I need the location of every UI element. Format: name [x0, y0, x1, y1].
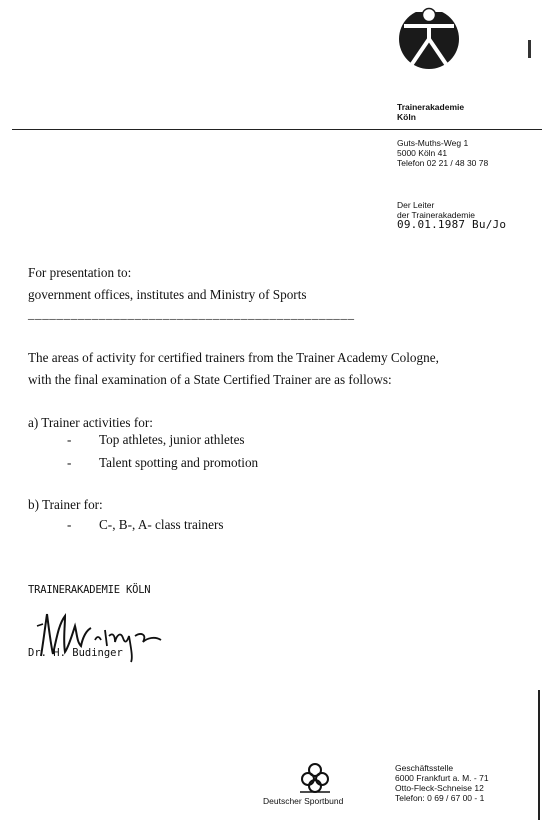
signer-name: Dr. H. Budinger [28, 647, 123, 659]
bullet-dash: - [67, 517, 72, 532]
section-a-heading: a) Trainer activities for: [28, 415, 153, 430]
academy-logo-icon [396, 4, 462, 70]
scan-artifact [528, 40, 531, 58]
org-city: 5000 Köln 41 [397, 148, 448, 158]
list-item-text: Top athletes, junior athletes [99, 432, 245, 447]
list-item-text: C-, B-, A- class trainers [99, 517, 224, 532]
office-label: Geschäftsstelle [395, 763, 454, 773]
list-item [0, 455, 543, 475]
sender-role-line1: Der Leiter [397, 200, 435, 210]
list-item [0, 432, 543, 452]
office-city: 6000 Frankfurt a. M. - 71 [395, 773, 489, 783]
org-address [397, 138, 488, 168]
intro-line1: The areas of activity for certified trainers from the Trainer Academy Cologne, [28, 350, 439, 365]
org-name-line2: Köln [397, 112, 416, 122]
recipient-divider: ______________________________________________ [28, 306, 355, 321]
dsb-name: Deutscher Sportbund [263, 796, 344, 806]
org-name-line1: Trainerakademie [397, 102, 465, 112]
org-street: Guts-Muths-Weg 1 [397, 138, 469, 148]
org-phone: Telefon 02 21 / 48 30 78 [397, 158, 489, 168]
office-phone: Telefon: 0 69 / 67 00 - 1 [395, 793, 485, 803]
institution-stamp: TRAINERAKADEMIE KÖLN [28, 584, 151, 596]
office-street: Otto-Fleck-Schneise 12 [395, 783, 484, 793]
section-b-heading: b) Trainer for: [28, 497, 103, 512]
letter-date: 09.01.1987 Bu/Jo [397, 218, 507, 231]
recipient-line2: government offices, institutes and Ministry of Sports [28, 287, 307, 302]
header-divider [12, 129, 542, 130]
org-name [397, 102, 464, 122]
intro-line2: with the final examination of a State Certified Trainer are as follows: [28, 372, 392, 387]
scan-edge-line [538, 690, 540, 820]
bullet-dash: - [67, 455, 72, 470]
bullet-dash: - [67, 432, 72, 447]
list-item [0, 517, 543, 537]
recipient-line1: For presentation to: [28, 265, 132, 280]
dsb-rings-icon [298, 762, 332, 794]
office-address [395, 763, 489, 803]
sender-role-line2: der Trainerakademie [397, 210, 475, 220]
list-item-text: Talent spotting and promotion [99, 455, 259, 470]
sender-role [397, 200, 475, 220]
